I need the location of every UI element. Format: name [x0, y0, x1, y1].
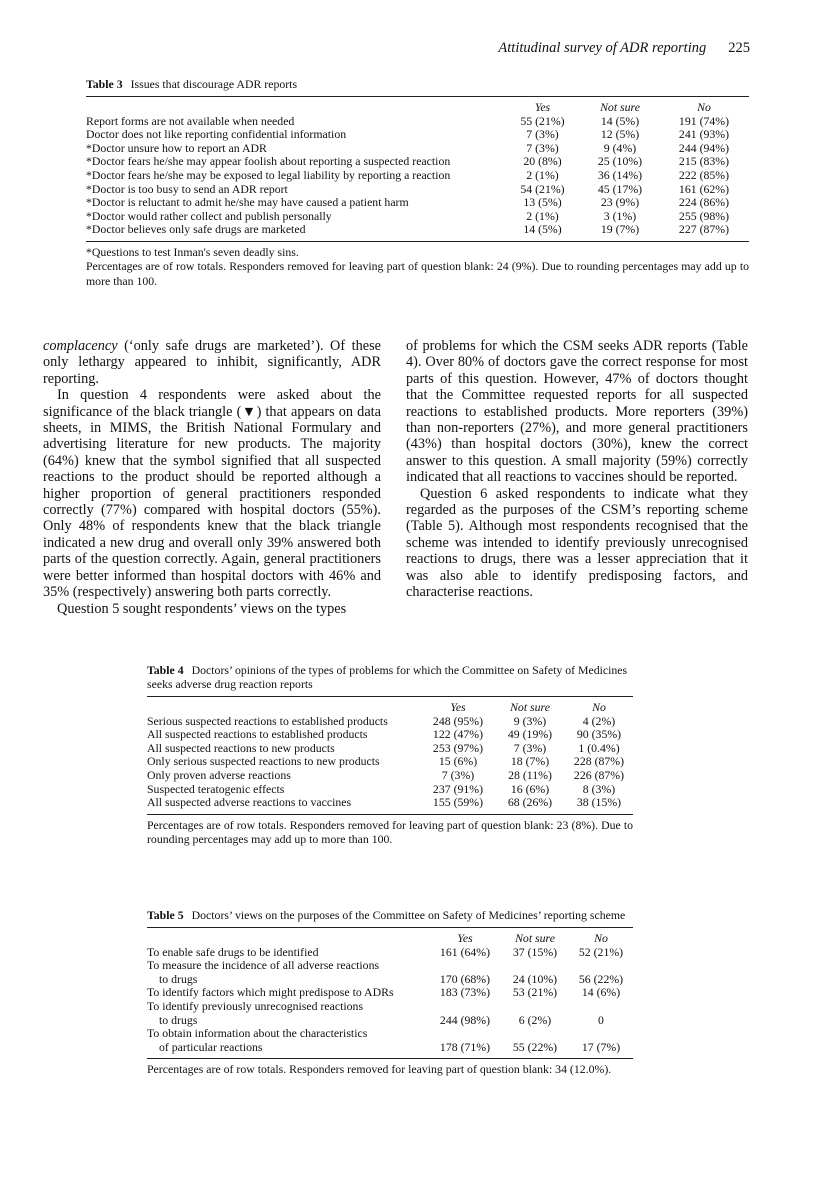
paragraph: In question 4 respondents were asked about the significance of the black triangle (▼) that appears on data sheets, in MIMS, the British National Formulary and advertising literature for new products. The majority (64%) knew that the symbol signified that all suspected reactions to the product should be reported although a higher proportion of general practitioners responded correctly (77%) compared with hospital doctors (55%). Only 48% of respondents knew that the black triangle indicated a new drug and overall only 39% answered both parts of the question correctly. Again, general practitioners were better informed than hospital doctors with 46% and 35% (respectively) answering both parts correctly. [43, 387, 381, 601]
table-4-top-rule [147, 696, 633, 697]
cell-yes: 14 (5%) [523, 222, 562, 237]
table-row [147, 728, 633, 742]
cell-not-sure: 24 (10%) [512, 971, 558, 986]
cell-yes: 54 (21%) [520, 181, 565, 196]
cell-yes: 237 (91%) [432, 781, 484, 796]
row-label: *Doctor unsure how to report an ADR [86, 140, 267, 155]
cell-no: 228 (87%) [573, 754, 625, 769]
cell-no: 215 (83%) [678, 154, 730, 169]
cell-not-sure: 37 (15%) [512, 944, 558, 959]
row-label-line-1: To obtain information about the characteristics [147, 1026, 368, 1041]
running-header [440, 40, 750, 57]
table-row [86, 128, 749, 142]
col-header-not-sure: Not sure [510, 700, 550, 714]
cell-no: 4 (2%) [582, 713, 616, 728]
col-header-yes: Yes [534, 100, 551, 114]
cell-yes: 20 (8%) [523, 154, 562, 169]
col-header-no: No [697, 100, 711, 114]
table-3-footnote-1: *Questions to test Inman's seven deadly sins. [86, 244, 299, 259]
row-label: Doctor does not like reporting confidential information [86, 127, 347, 142]
table-row [147, 796, 633, 810]
table-row [86, 115, 749, 129]
table-5-footnote: Percentages are of row totals. Responders removed for leaving part of question blank: 34 (12.0%). [147, 1062, 612, 1077]
cell-not-sure: 68 (26%) [507, 795, 553, 810]
cell-yes: 7 (3%) [441, 767, 475, 782]
cell-not-sure: 28 (11%) [508, 767, 552, 782]
table-4-label: Table 4 [147, 663, 184, 677]
col-header-not-sure: Not sure [515, 931, 555, 945]
table-row [86, 155, 749, 169]
row-label-line-2: to drugs [159, 1012, 198, 1027]
table-4-bottom-rule [147, 814, 633, 815]
row-label: Serious suspected reactions to established products [147, 713, 388, 728]
row-label: *Doctor believes only safe drugs are marketed [86, 222, 306, 237]
cell-no: 8 (3%) [582, 781, 616, 796]
cell-yes: 170 (68%) [439, 971, 491, 986]
table-5-top-rule [147, 927, 633, 928]
row-label [147, 959, 429, 986]
table-row [147, 1000, 633, 1027]
cell-no: 227 (87%) [678, 222, 730, 237]
paragraph: complacency (‘only safe drugs are marketed’). Of these only lethargy appeared to inhibit, significantly, ADR reporting. [43, 338, 381, 387]
table-4-title: Doctors’ opinions of the types of problems for which the Committee on Safety of Medicines seeks adverse drug reaction reports [147, 663, 628, 691]
table-3 [86, 77, 749, 288]
table-row [147, 769, 633, 783]
row-label [147, 1000, 429, 1027]
page-number: 225 [728, 40, 750, 56]
row-label: *Doctor fears he/she may be exposed to legal liability by reporting a reaction [86, 167, 451, 182]
row-label-line-1: To identify previously unrecognised reactions [147, 998, 364, 1013]
cell-not-sure: 9 (3%) [513, 713, 547, 728]
row-label: *Doctor is too busy to send an ADR report [86, 181, 288, 196]
table-row [147, 715, 633, 729]
row-label: Suspected teratogenic effects [147, 781, 285, 796]
row-label-line-2: of particular reactions [159, 1039, 263, 1054]
table-3-header-row [86, 101, 749, 115]
table-5-title: Doctors’ views on the purposes of the Committee on Safety of Medicines’ reporting scheme [191, 908, 626, 922]
table-4-caption [147, 663, 633, 691]
cell-not-sure: 23 (9%) [600, 195, 640, 210]
table-4-grid [147, 701, 633, 810]
cell-yes: 13 (5%) [523, 195, 562, 210]
cell-no: 161 (62%) [678, 181, 730, 196]
cell-yes: 2 (1%) [526, 208, 559, 223]
cell-no: 14 (6%) [581, 985, 621, 1000]
row-label: Report forms are not available when needed [86, 113, 295, 128]
cell-yes: 122 (47%) [432, 727, 484, 742]
row-label: *Doctor is reluctant to admit he/she may have caused a patient harm [86, 195, 409, 210]
cell-not-sure: 19 (7%) [600, 222, 640, 237]
cell-yes: 7 (3%) [526, 140, 559, 155]
col-header-no: No [594, 931, 608, 945]
table-3-top-rule [86, 96, 749, 97]
table-3-bottom-rule [86, 241, 749, 242]
table-5-label: Table 5 [147, 908, 184, 922]
table-4 [147, 663, 633, 847]
table-5-grid [147, 932, 633, 1054]
running-title: Attitudinal survey of ADR reporting [498, 40, 707, 56]
row-label: All suspected adverse reactions to vaccines [147, 795, 352, 810]
paragraph: of problems for which the CSM seeks ADR reports (Table 4). Over 80% of doctors gave the correct response for most parts of this question. However, 47% of doctors thought that the Committee requested reports for all suspected reactions to established products. More reporters (39%) than non-reporters (27%), and more general practitioners (43%) than hospital doctors (30%), knew the correct answer to this question. A small majority (59%) correctly indicated that all reactions to vaccines should be reported. [406, 338, 748, 486]
cell-yes: 161 (64%) [439, 944, 491, 959]
cell-not-sure: 12 (5%) [600, 127, 640, 142]
cell-no: 224 (86%) [678, 195, 730, 210]
row-label-line-1: To measure the incidence of all adverse reactions [147, 958, 380, 973]
row-label: *Doctor fears he/she may appear foolish about reporting a suspected reaction [86, 154, 451, 169]
table-row [86, 196, 749, 210]
table-3-title: Issues that discourage ADR reports [130, 77, 298, 91]
row-label: Only proven adverse reactions [147, 767, 291, 782]
cell-not-sure: 9 (4%) [603, 140, 637, 155]
table-row [86, 223, 749, 237]
body-right-column [406, 338, 748, 601]
cell-no: 241 (93%) [678, 127, 730, 142]
table-row [147, 742, 633, 756]
table-row [147, 1027, 633, 1054]
body-left-column [43, 338, 381, 617]
cell-yes: 155 (59%) [432, 795, 484, 810]
row-label: *Doctor would rather collect and publish personally [86, 208, 332, 223]
cell-not-sure: 3 (1%) [603, 208, 637, 223]
row-label: Only serious suspected reactions to new products [147, 754, 380, 769]
table-4-header-row [147, 701, 633, 715]
row-label: All suspected reactions to new products [147, 740, 335, 755]
cell-no: 17 (7%) [581, 1039, 621, 1054]
cell-no: 56 (22%) [578, 971, 624, 986]
cell-no: 0 [598, 1012, 604, 1027]
cell-yes: 248 (95%) [432, 713, 484, 728]
table-row [147, 783, 633, 797]
table-row [147, 755, 633, 769]
cell-not-sure: 14 (5%) [600, 113, 640, 128]
table-row [86, 169, 749, 183]
table-5-caption [147, 908, 633, 922]
table-5-header-row [147, 932, 633, 946]
cell-not-sure: 18 (7%) [510, 754, 550, 769]
cell-no: 90 (35%) [576, 727, 622, 742]
cell-not-sure: 36 (14%) [597, 167, 643, 182]
table-5-bottom-rule [147, 1058, 633, 1059]
table-row [86, 142, 749, 156]
cell-not-sure: 49 (19%) [507, 727, 553, 742]
cell-not-sure: 16 (6%) [510, 781, 550, 796]
cell-yes: 2 (1%) [526, 167, 559, 182]
cell-no: 226 (87%) [573, 767, 625, 782]
cell-no: 255 (98%) [678, 208, 730, 223]
cell-no: 222 (85%) [678, 167, 730, 182]
table-row [147, 946, 633, 960]
row-label-line-2: to drugs [159, 971, 198, 986]
cell-yes: 7 (3%) [526, 127, 559, 142]
italic-term: complacency [43, 338, 118, 354]
cell-not-sure: 6 (2%) [518, 1012, 552, 1027]
col-header-not-sure: Not sure [600, 100, 640, 114]
col-header-yes: Yes [450, 700, 466, 714]
table-3-grid [86, 101, 749, 237]
cell-yes: 244 (98%) [439, 1012, 491, 1027]
cell-no: 1 (0.4%) [578, 740, 620, 755]
cell-no: 38 (15%) [576, 795, 622, 810]
table-4-footnote: Percentages are of row totals. Responders removed for leaving part of question blank: 23 (8%). Due to rounding percentages may add up to more than 100. [147, 817, 633, 847]
col-header-yes: Yes [457, 931, 473, 945]
table-3-caption [86, 77, 749, 91]
cell-not-sure: 45 (17%) [597, 181, 643, 196]
cell-yes: 183 (73%) [439, 985, 491, 1000]
cell-no: 191 (74%) [678, 113, 730, 128]
table-row [86, 183, 749, 197]
cell-yes: 178 (71%) [439, 1039, 491, 1054]
table-row [147, 959, 633, 986]
cell-no: 52 (21%) [578, 944, 624, 959]
table-5 [147, 908, 633, 1077]
table-3-footnote-2: Percentages are of row totals. Responders removed for leaving part of question blank: 24 (9%). Due to rounding percentages may add up to more than 100. [86, 259, 749, 288]
table-row [147, 986, 633, 1000]
paragraph: Question 6 asked respondents to indicate what they regarded as the purposes of the CSM’s reporting scheme (Table 5). Although most respondents recognised that the scheme was intended to identify previously unrecognised reactions to drugs, there was a lesser appreciation that it was also able to identify predisposing factors, and characterise reactions. [406, 485, 748, 601]
cell-yes: 15 (6%) [438, 754, 478, 769]
cell-no: 244 (94%) [678, 140, 730, 155]
cell-not-sure: 55 (22%) [512, 1039, 558, 1054]
table-3-label: Table 3 [86, 77, 123, 91]
row-label [147, 1027, 429, 1054]
paragraph: Question 5 sought respondents’ views on the types [57, 600, 347, 617]
cell-not-sure: 25 (10%) [597, 154, 643, 169]
row-label: All suspected reactions to established products [147, 727, 368, 742]
col-header-no: No [592, 700, 606, 714]
cell-yes: 253 (97%) [432, 740, 484, 755]
cell-not-sure: 7 (3%) [513, 740, 547, 755]
row-label: To enable safe drugs to be identified [147, 944, 319, 959]
cell-yes: 55 (21%) [520, 113, 565, 128]
table-row [86, 210, 749, 224]
cell-not-sure: 53 (21%) [512, 985, 558, 1000]
row-label: To identify factors which might predispose to ADRs [147, 985, 394, 1000]
